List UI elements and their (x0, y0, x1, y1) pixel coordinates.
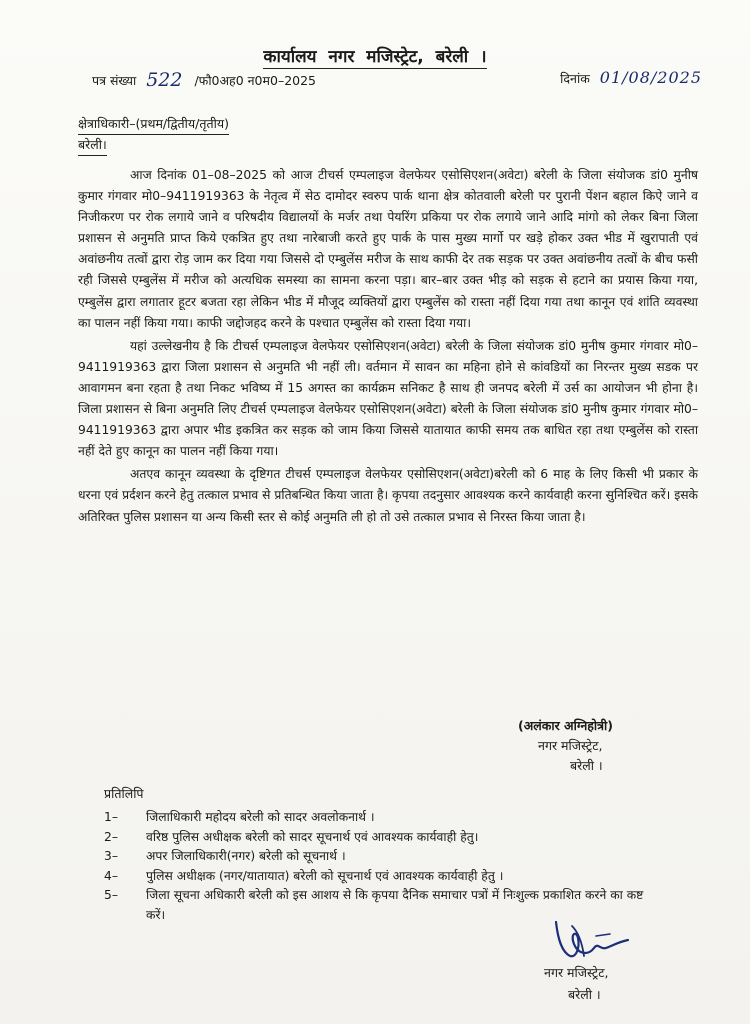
copy-heading: प्रतिलिपि (104, 786, 144, 801)
list-item-text: जिलाधिकारी महोदय बरेली को सादर अवलोकनार्थ । (146, 810, 375, 824)
list-item (104, 828, 664, 848)
list-item-text: पुलिस अधीक्षक (नगर/यातायात) बरेली को सूचनार्थ एवं आवश्यक कार्यवाही हेतु । (146, 868, 504, 883)
signature-block (520, 716, 613, 776)
list-item (104, 808, 664, 828)
list-item (104, 867, 664, 887)
date-label: दिनांक (560, 71, 590, 86)
letter-date (560, 68, 702, 87)
list-item (104, 847, 664, 867)
letter-number-handwritten: 522 (146, 69, 183, 91)
letter-number (92, 68, 316, 90)
list-item-text: अपर जिलाधिकारी(नगर) बरेली को सूचनार्थ । (146, 849, 346, 863)
final-designation: नगर मजिस्ट्रेट, (544, 965, 609, 980)
list-item-number: 1– (104, 810, 118, 824)
letter-body (78, 165, 698, 530)
letter-number-suffix: /फौ0अह0 न0म0–2025 (194, 73, 317, 88)
list-item-number: 3– (104, 849, 118, 863)
body-paragraph-2: यहां उल्लेखनीय है कि टीचर्स एम्पलाइज वेलफेयर एसोसिएशन(अवेटा) बरेली के जिला संयोजक डां0 मुनीष कुमार गंगवार मो0–9411919363 द्वारा जिला प्रशासन से अनुमति भी नहीं ली। वर्तमान में सावन का महिना होने से कांवडियों का निरन्तर मुख्य सडक पर आवागमन बना रहता है तथा निकट भविष्य में 15 अगस्त का कार्यक्रम सनिकट है साथ ही जनपद बरेली में उर्स का आयोजन भी होना है। जिला प्रशासन से बिना अनुमति लिए टीचर्स एम्पलाइज वेलफेयर एसोसिएशन(अवेटा) बरेली के जिला संयोजक डां0 मुनीष कुमार गंगवार मो0–9411919363 द्वारा अपार भीड इकत्रित कर सड़क को जाम किया जिससे यातायात काफी समय तक बाधित रहा तथा एम्बुलेंस को रास्ता नहीं देते हुए कानून का पालन नहीं किया गया। (78, 338, 698, 459)
office-heading-text: कार्यालय नगर मजिस्ट्रेट, बरेली । (263, 47, 487, 67)
addressee-line-1: क्षेत्राधिकारी–(प्रथम/द्वितीय/तृतीय) (78, 114, 229, 135)
final-place: बरेली । (568, 987, 601, 1002)
list-item-number: 4– (104, 868, 118, 883)
date-handwritten: 01/08/2025 (599, 68, 702, 87)
signatory-designation: नगर मजिस्ट्रेट, (538, 738, 603, 753)
handwritten-signature (548, 912, 638, 968)
addressee-line-2: बरेली। (78, 135, 107, 156)
list-item-text: वरिष्ठ पुलिस अधीक्षक बरेली को सादर सूचनार्थ एवं आवश्यक कार्यवाही हेतु। (146, 829, 479, 844)
letter-number-label: पत्र संख्या (92, 73, 137, 88)
body-paragraph-3: अतएव कानून व्यवस्था के दृष्टिगत टीचर्स एम्पलाइज वेलफेयर एसोसिएशन(अवेटा)बरेली को 6 माह के लिए किसी भी प्रकार के धरना एवं प्रर्दशन करने हेतु तत्काल प्रभाव से प्रतिबन्धित किया जाता है। कृपया तदनुसार आवश्यक करने कार्यवाही करना सुनिश्चित करें। इसके अतिरिक्त पुलिस प्रशासन या अन्य किसी स्तर से कोई अनुमति ली हो तो उसे तत्काल प्रभाव से निरस्त किया जाता है। (78, 467, 698, 524)
body-paragraph-1: आज दिनांक 01–08–2025 को आज टीचर्स एम्पलाइज वेलफेयर एसोसिएशन(अवेटा) बरेली के जिला संयोजक डां0 मुनीष कुमार गंगवार मो0–9411919363 के नेतृत्व में सेठ दामोदर स्वरुप पार्क थाना क्षेत्र कोतवाली बरेली पर पुरानी पेंशन बहाल किऐ जाने व निजीकरण पर रोक लगाये जाने व परिषदीय विद्यालयों के मर्जर तथा पेयरिंग प्रकिया पर रोक लगाये जाने आदि मांगो को लेकर बिना जिला प्रशासन से अनुमति प्राप्त किये एकत्रित हुए तथा नारेबाजी करते हुए पार्क के पास मुख्य मार्गो पर खड़े होकर उक्त भीड में खुरापाती एवं अवांछनीय तत्वों द्वारा रोड़ जाम कर दिया गया जिससे दो एम्बुलेंस मरीज के साथ काफी देर तक सड़क पर उक्त अवांछनीय तत्वों के बीच फसी रही जिससे एम्बुलेंस में मरीज को अत्यधिक समस्या का सामना करना पड़ा। बार–बार उक्त भीड़ को सड़क से हटाने का प्रयास किया गया, एम्बुलेंस द्वारा लगातार हूटर बजता रहा लेकिन भीड में मौजूद व्यक्तियों द्वारा एम्बुलेंस को रास्ता नहीं दिया गया तथा कानून एवं शांति व्यवस्था का पालन नहीं किया गया। काफी जद्दोजहद करने के पश्चात एम्बुलेंस को रास्ता दिया गया। (78, 168, 698, 330)
list-item-number: 2– (104, 829, 118, 844)
signatory-name: (अलंकार अग्निहोत्री) (518, 718, 614, 733)
office-heading (0, 44, 750, 67)
list-item-number: 5– (104, 888, 118, 902)
list-item-text: जिला सूचना अधिकारी बरेली को इस आशय से कि कृपया दैनिक समाचार पत्रों में निःशुल्क प्रकाशित करने का कष्ट करें। (146, 888, 644, 922)
addressee (78, 114, 229, 156)
signatory-place: बरेली । (570, 758, 603, 773)
final-signature-block (540, 906, 660, 1016)
